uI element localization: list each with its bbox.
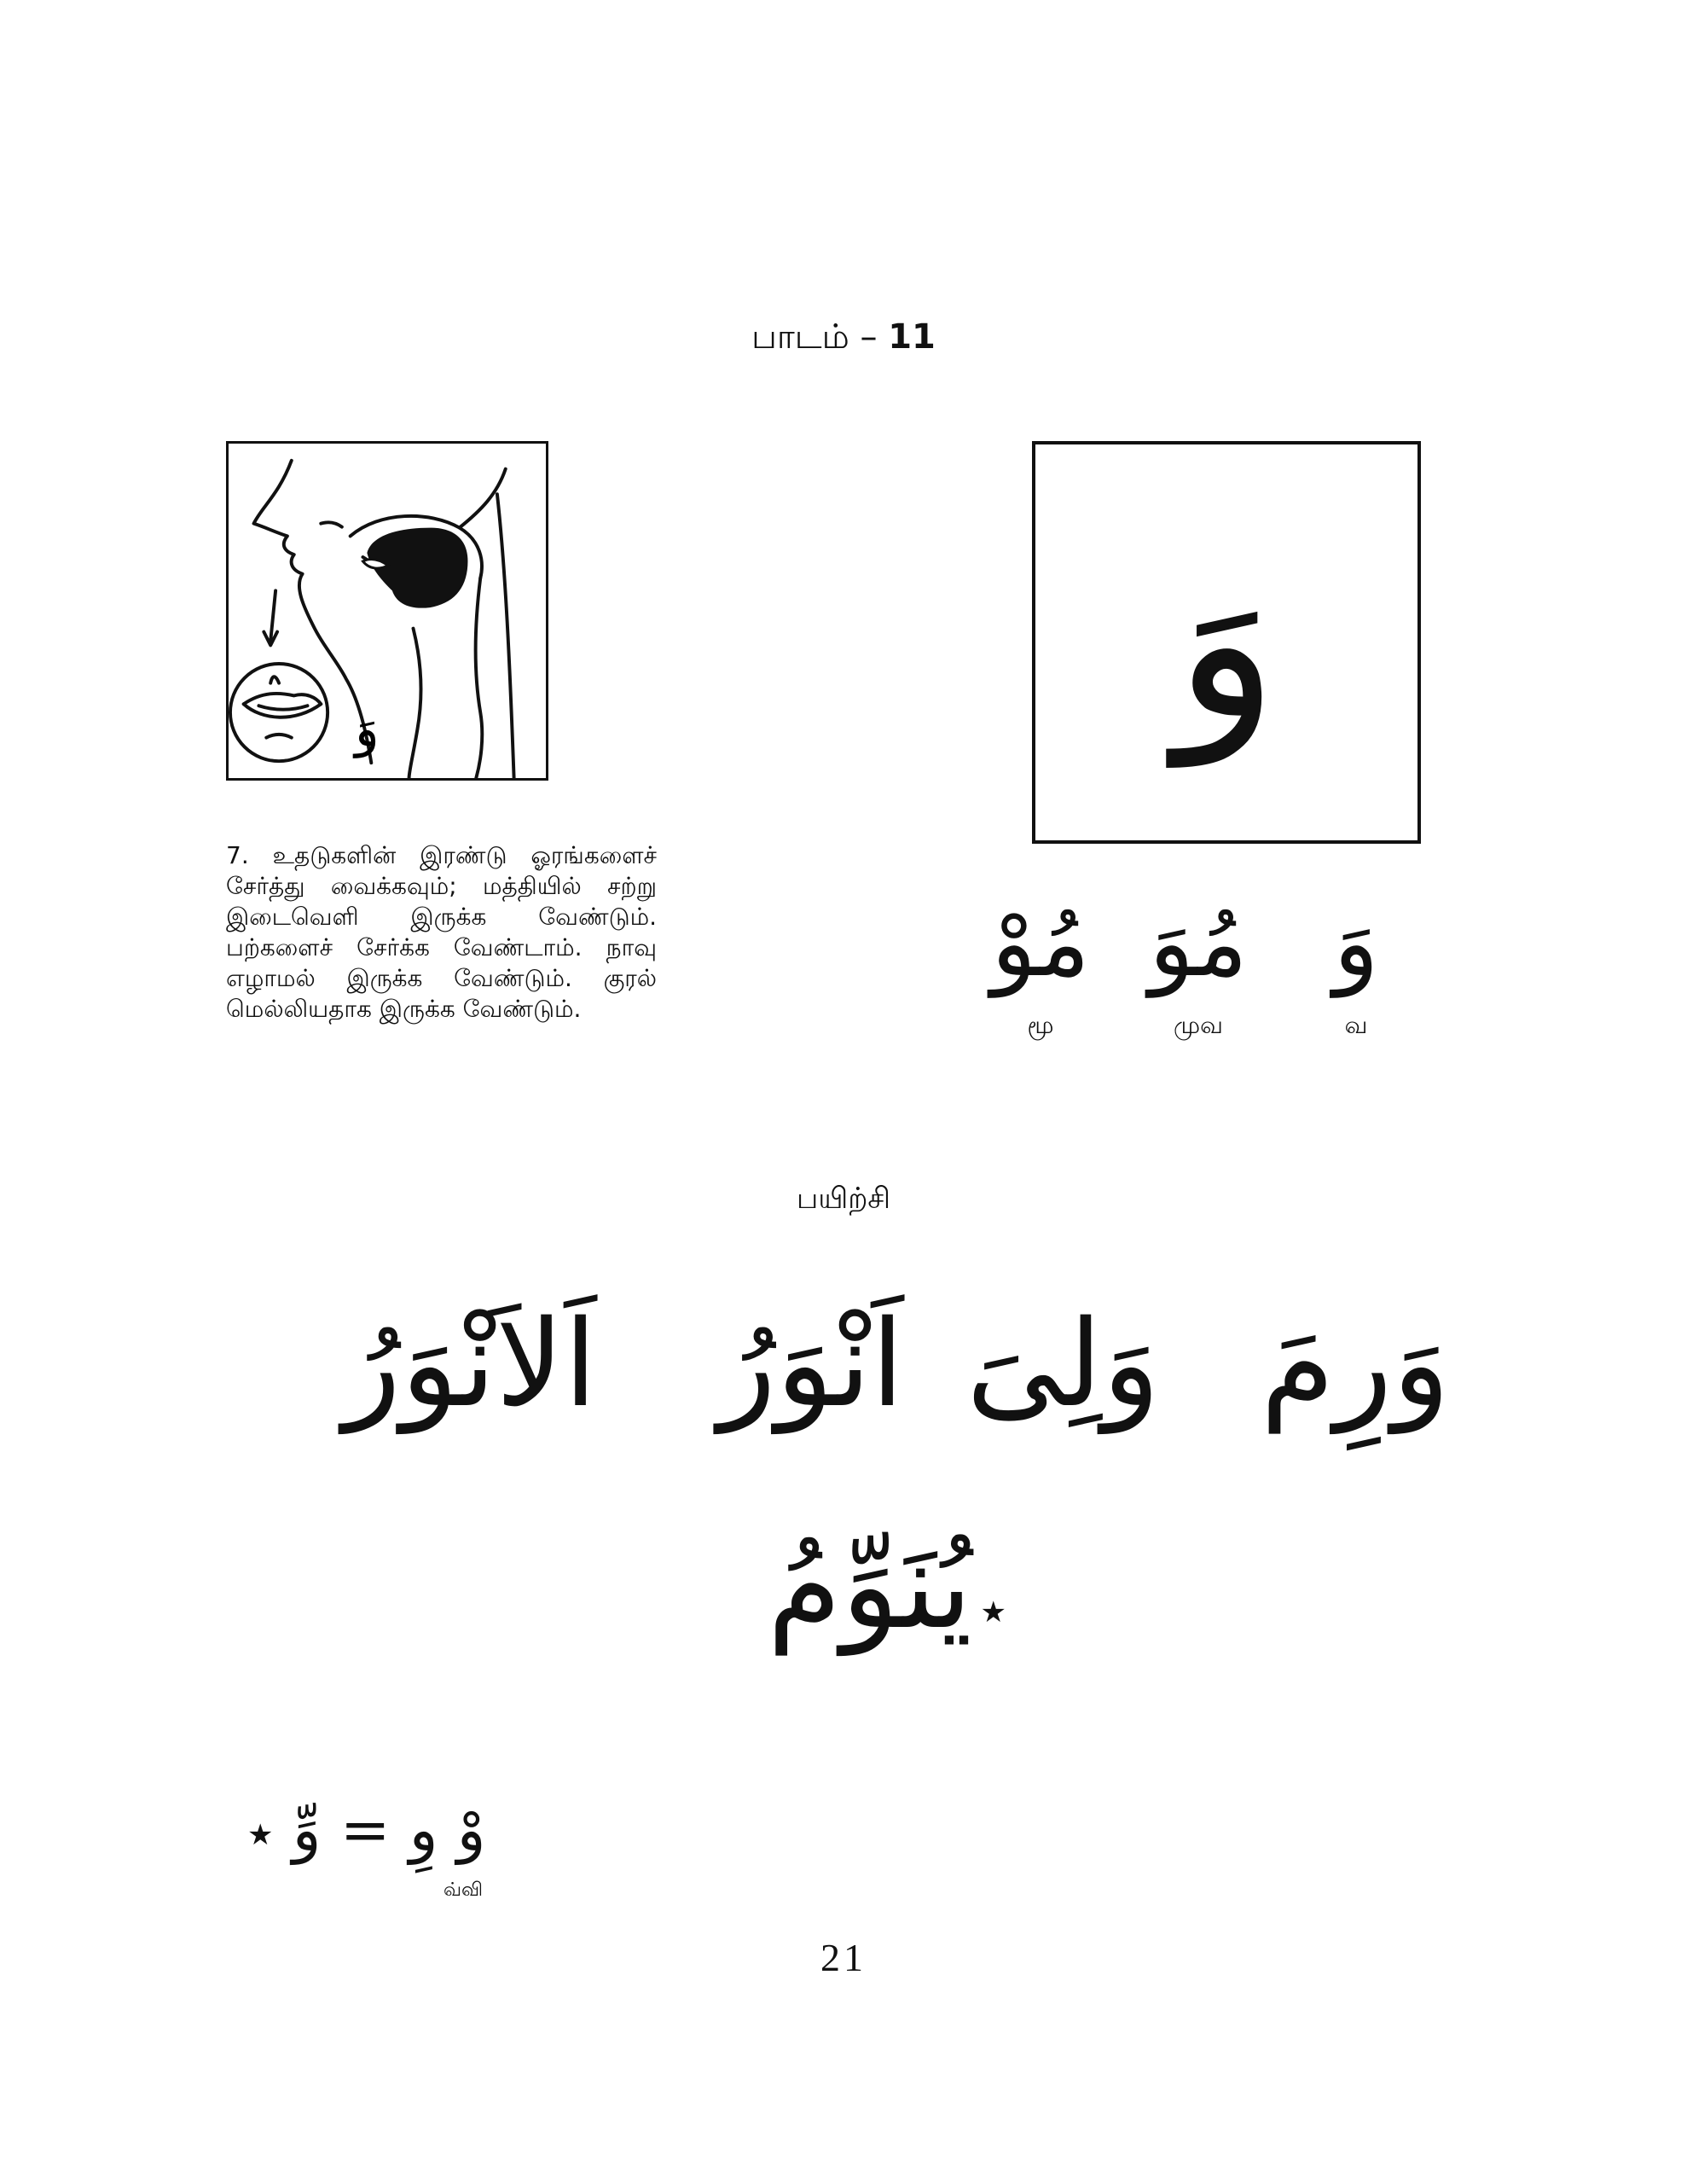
practice-word: اَلاَنْوَرُ [343,1295,597,1434]
practice-word: وَرِمَ [1261,1295,1450,1434]
neck-back-line [497,494,514,778]
eyebrow-line [321,522,342,526]
practice-word: يُنَوِّمُ [767,1517,972,1656]
letter-form-arabic: مُوْ [991,888,1090,997]
upper-lip-line [244,694,322,704]
letter-form-tamil: மூ [1027,1011,1054,1039]
star-icon: ★ [980,1595,1006,1629]
letter-form-tamil: வ [1344,1011,1368,1039]
mouth-articulation-diagram-icon [226,441,548,781]
main-letter: وَ [1174,518,1278,766]
lesson-number: 11 [888,317,936,357]
chin-line [266,735,292,738]
note-rhs: وْ وِ [409,1795,486,1865]
diagram-letter: وَ [355,699,380,758]
practice-row-1 [256,1271,1450,1467]
lesson-title [0,317,1687,361]
note-equals: = [339,1795,391,1865]
main-letter-box [1032,441,1421,844]
letter-form-item [964,883,1117,1043]
letter-form-tamil: முவ [1174,1011,1223,1039]
letter-form-item [1279,883,1433,1043]
throat-back-line [476,578,483,778]
mouth-diagram-svg [229,444,546,778]
letter-form-arabic: مُوَ [1149,888,1248,997]
practice-row-2 [648,1493,1006,1689]
page-number: 21 [820,1936,867,1979]
shadda-note [247,1787,520,1907]
letter-form-item [1122,883,1275,1043]
star-icon: ★ [247,1818,274,1852]
articulation-instruction: 7. உதடுகளின் இரண்டு ஓரங்களைச் சேர்த்து வைக்கவும்; மத்தியில் சற்று இடைவெளி இருக்க வேண்டும். பற்களைச் சேர்க்க வேண்டாம். நாவு எழாமல் இருக்க வேண்டும். குரல் மெல்லியதாக இருக்க வேண்டும். [226,841,657,1023]
note-lhs: وِّ [292,1795,322,1865]
note-tamil: வ்வி [443,1879,484,1901]
shadda-equation [247,1787,520,1878]
letter-forms [955,883,1433,1039]
lip-gap-line [258,706,307,709]
letter-form-arabic: وَ [1333,888,1379,997]
practice-word: اَنْوَرُ [718,1295,904,1434]
lesson-label: பாடம் – [751,317,878,357]
throat-front-line [409,629,421,778]
practice-word: وَلِىَ [966,1295,1160,1434]
lips-inset-circle [230,664,328,761]
practice-title: பயிற்சி [797,1182,890,1216]
philtrum-line [270,677,279,682]
